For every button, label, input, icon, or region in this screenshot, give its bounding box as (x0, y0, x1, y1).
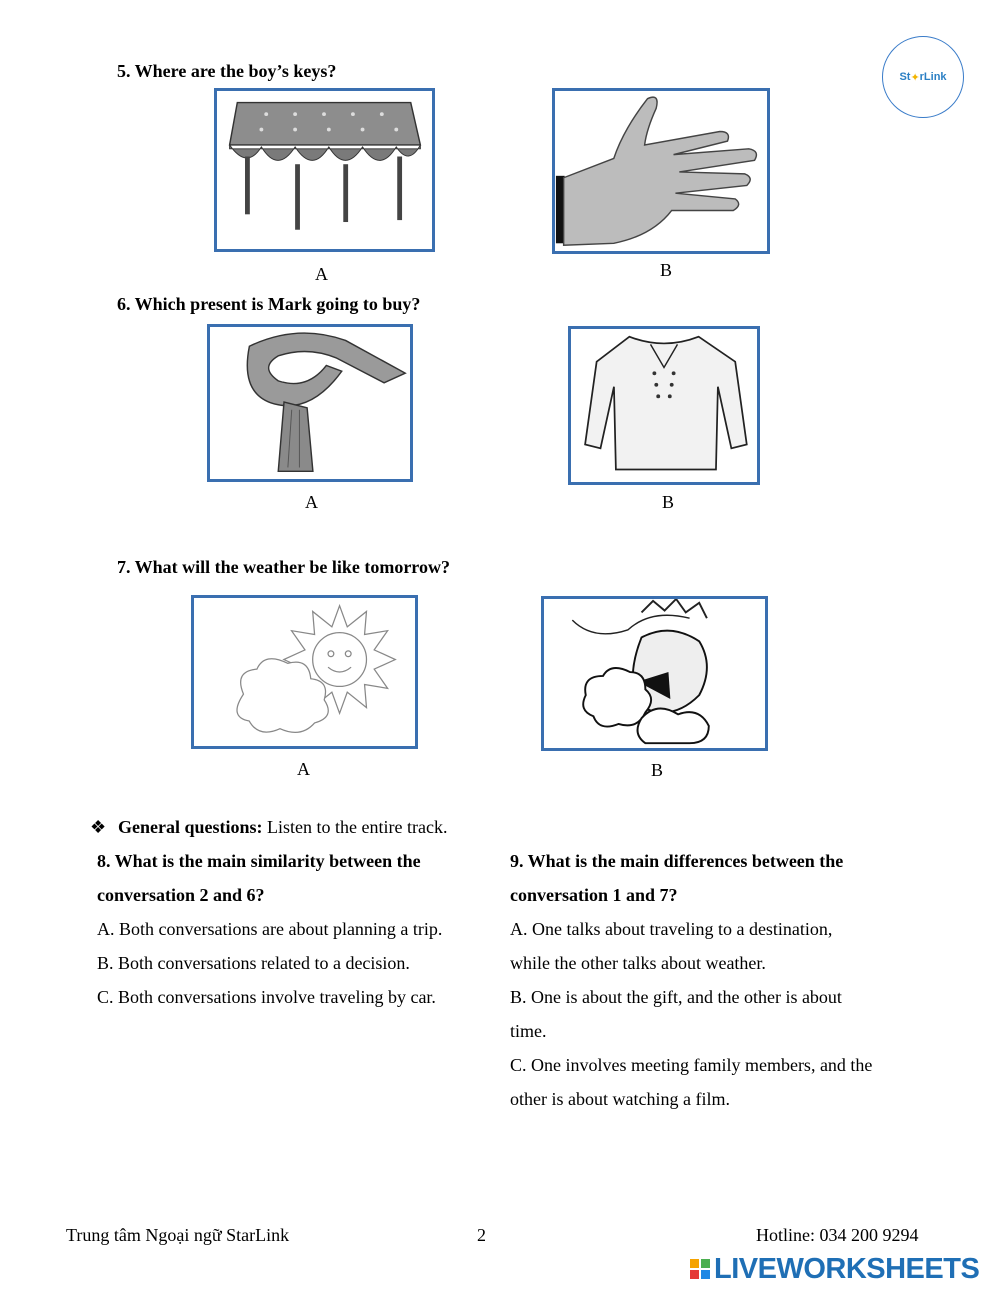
sun-icon (194, 598, 415, 746)
liveworksheets-blocks-icon (690, 1259, 710, 1279)
q9-option-c-cont[interactable]: other is about watching a film. (510, 1089, 730, 1109)
liveworksheets-logo[interactable] (690, 1252, 979, 1286)
q9-option-a-cont[interactable]: while the other talks about weather. (510, 953, 766, 973)
question-7-title: 7. What will the weather be like tomorrow? (117, 557, 450, 577)
q7-option-b-picture[interactable] (541, 596, 768, 751)
q9-option-a[interactable]: A. One talks about traveling to a destination, (510, 919, 833, 939)
q8-option-a[interactable]: A. Both conversations are about planning a trip. (97, 919, 443, 939)
q7-option-b-label: B (651, 760, 664, 780)
question-6-title: 6. Which present is Mark going to buy? (117, 294, 421, 314)
q5-option-b-label: B (660, 260, 673, 280)
footer-center-name: Trung tâm Ngoại ngữ StarLink (66, 1225, 290, 1245)
q5-option-b-picture[interactable] (552, 88, 770, 254)
general-questions-line (90, 817, 447, 838)
question-8-title-line1: 8. What is the main similarity between the (97, 851, 421, 871)
starlink-logo: St ✦ rLink (882, 36, 964, 118)
q6-option-b-label: B (662, 492, 675, 512)
question-8-title-line2: conversation 2 and 6? (97, 885, 265, 905)
q5-option-a-label: A (315, 264, 328, 284)
q7-option-a-label: A (297, 759, 310, 779)
hand-icon (555, 91, 767, 251)
wind-icon (544, 599, 765, 748)
scarf-icon (210, 327, 410, 479)
q6-option-a-label: A (305, 492, 318, 512)
q9-option-b-cont[interactable]: time. (510, 1021, 547, 1041)
q7-option-a-picture[interactable] (191, 595, 418, 749)
star-icon: ✦ (910, 71, 920, 84)
liveworksheets-text: LIVEWORKSHEETS (714, 1252, 980, 1285)
bullet-icon: ❖ (90, 817, 107, 837)
q9-option-c[interactable]: C. One involves meeting family members, and the (510, 1055, 873, 1075)
q6-option-a-picture[interactable] (207, 324, 413, 482)
q9-option-b[interactable]: B. One is about the gift, and the other is about (510, 987, 842, 1007)
q8-option-c[interactable]: C. Both conversations involve traveling by car. (97, 987, 436, 1007)
table-icon (217, 91, 432, 249)
q5-option-a-picture[interactable] (214, 88, 435, 252)
question-5-title: 5. Where are the boy’s keys? (117, 61, 337, 81)
question-9-title-line2: conversation 1 and 7? (510, 885, 678, 905)
q8-option-b[interactable]: B. Both conversations related to a decision. (97, 953, 410, 973)
shirt-icon (571, 329, 757, 482)
general-questions-text: Listen to the entire track. (262, 817, 448, 837)
question-9-title-line1: 9. What is the main differences between the (510, 851, 844, 871)
general-questions-heading: General questions: (118, 817, 263, 837)
question-8 (97, 844, 497, 1014)
footer-hotline: Hotline: 034 200 9294 (756, 1225, 919, 1245)
page-number: 2 (477, 1225, 486, 1245)
question-9 (510, 844, 930, 1116)
q6-option-b-picture[interactable] (568, 326, 760, 485)
